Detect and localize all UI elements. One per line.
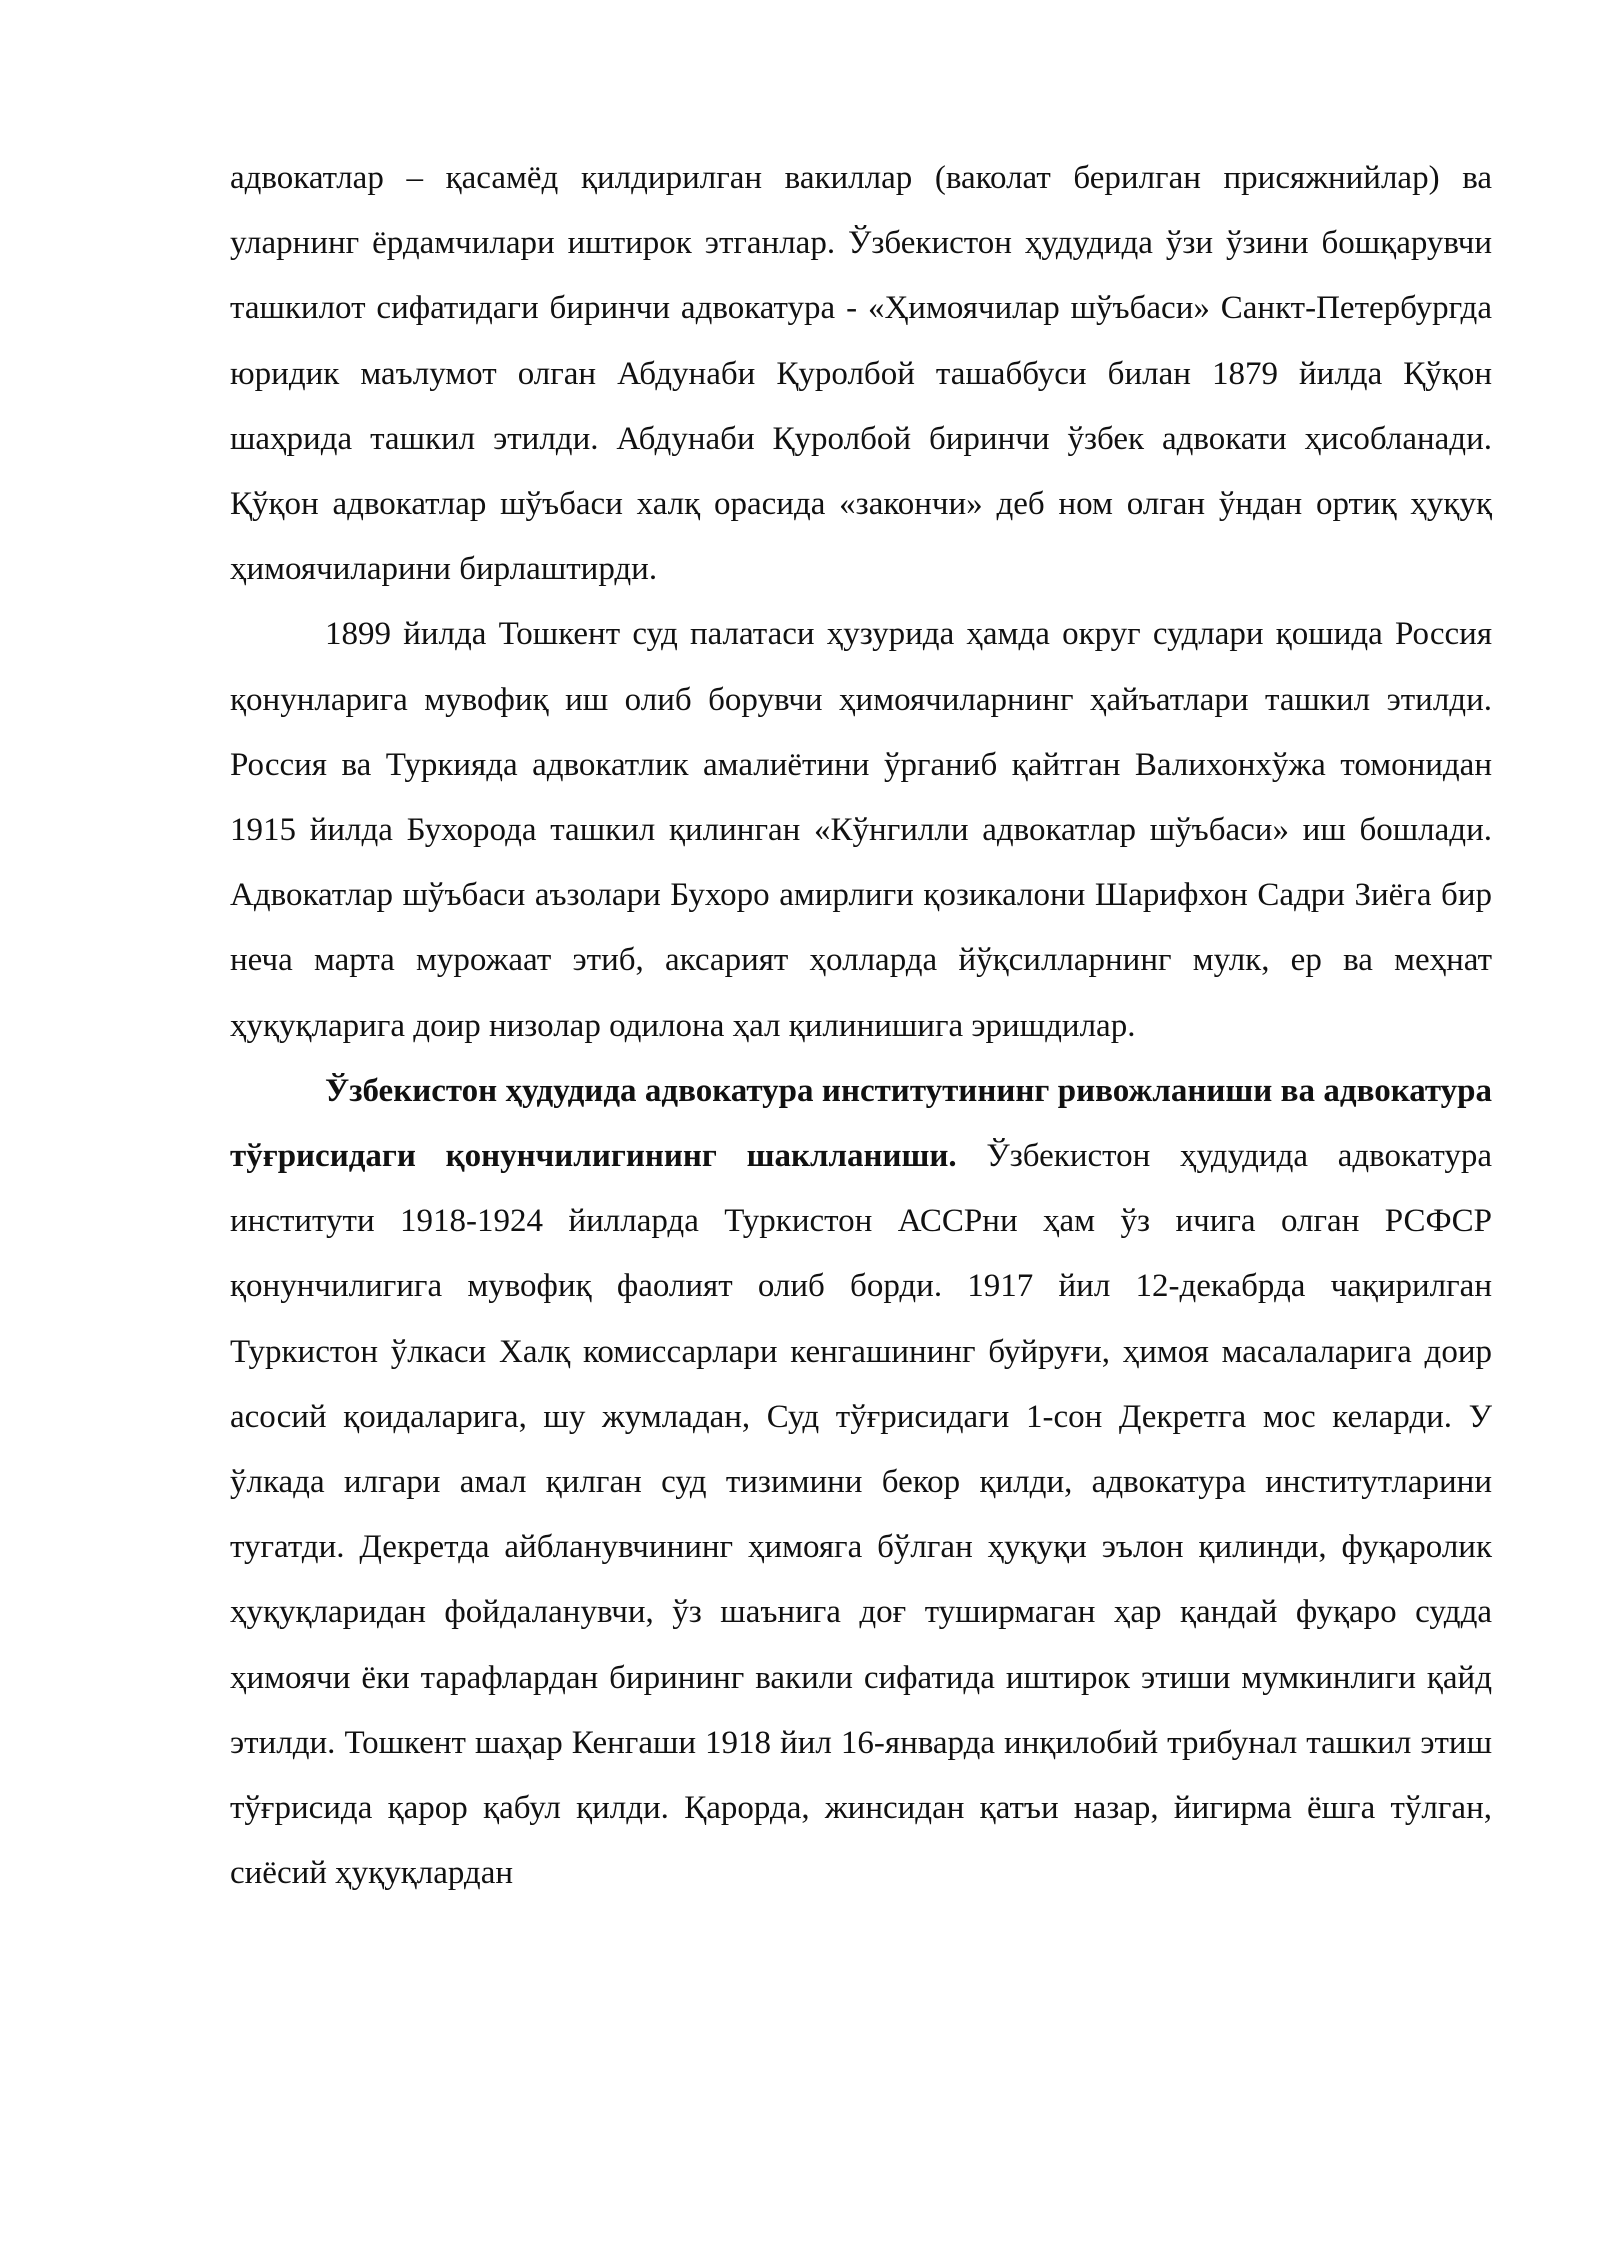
paragraph-1: адвокатлар – қасамёд қилдирилган вакиллар (ваколат берилган присяжнийлар) ва уларнинг ёрдамчилари иштирок этганлар. Ўзбекистон ҳудудида ўзи ўзини бошқарувчи ташкилот сифатидаги биринчи адвокатура - «Ҳимоячилар шўъбаси» Санкт-Петербургда юридик маълумот олган Абдунаби Қуролбой ташаббуси билан 1879 йилда Қўқон шаҳрида ташкил этилди. Абдунаби Қуролбой биринчи ўзбек адвокати ҳисобланади. Қўқон адвокатлар шўъбаси халқ орасида «закончи» деб ном олган ўндан ортиқ ҳуқуқ ҳимоячиларини бирлаштирди.	[230, 160, 1492, 588]
paragraph-3	[230, 1059, 1492, 1907]
paragraph-3-body: Ўзбекистон ҳудудида адвокатура институти 1918-1924 йилларда Туркистон АССРни ҳам ўз ичига олган РСФСР қонунчилигига мувофиқ фаолият олиб борди. 1917 йил 12-декабрда чақирилган Туркистон ўлкаси Халқ комиссарлари кенгашининг буйруғи, ҳимоя масалаларига доир асосий қоидаларига, шу жумладан, Суд тўғрисидаги 1-сон Декретга мос келарди. У ўлкада илгари амал қилган суд тизимини бекор қилди, адвокатура институтларини тугатди. Декретда айбланувчининг ҳимояга бўлган ҳуқуқи эълон қилинди, фуқаролик ҳуқуқларидан фойдаланувчи, ўз шаънига доғ туширмаган ҳар қандай фуқаро судда ҳимоячи ёки тарафлардан бирининг вакили сифатида иштирок этиши мумкинлиги қайд этилди. Тошкент шаҳар Кенгаши 1918 йил 16-январда инқилобий трибунал ташкил этиш тўғрисида қарор қабул қилди. Қарорда, жинсидан қатъи назар, йигирма ёшга тўлган, сиёсий ҳуқуқлардан	[230, 1138, 1493, 1892]
document-page	[230, 146, 1492, 1906]
section-heading: Ўзбекистон ҳудудида адвокатура институтининг ривожланиши ва адвокатура тўғрисидаги қонунчилигининг шаклланиши.	[230, 1072, 1492, 1175]
paragraph-2: 1899 йилда Тошкент суд палатаси ҳузурида ҳамда округ судлари қошида Россия қонунларига мувофиқ иш олиб борувчи ҳимоячиларнинг ҳайъатлари ташкил этилди. Россия ва Туркияда адвокатлик амалиётини ўрганиб қайтган Валихонхўжа томонидан 1915 йилда Бухорода ташкил қилинган «Кўнгилли адвокатлар шўъбаси» иш бошлади. Адвокатлар шўъбаси аъзолари Бухоро амирлиги қозикалони Шарифхон Садри Зиёга бир неча марта мурожаат этиб, аксарият ҳолларда йўқсилларнинг мулк, ер ва меҳнат ҳуқуқларига доир низолар одилона ҳал қилинишига эришдилар.	[230, 616, 1492, 1044]
